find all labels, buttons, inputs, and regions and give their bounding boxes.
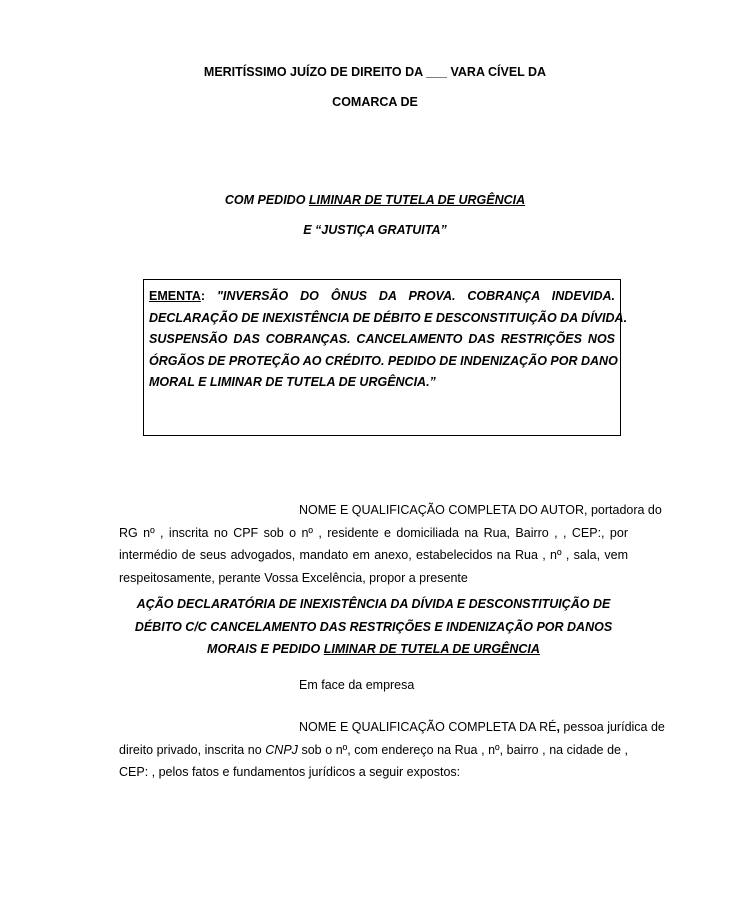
author-line-4: respeitosamente, perante Vossa Excelência, propor a presente [119,570,468,585]
ementa-line-2: DECLARAÇÃO DE INEXISTÊNCIA DE DÉBITO E DESCONSTITUIÇÃO DA DÍVIDA. [149,310,628,325]
action-title-line-3-prefix: MORAIS E PEDIDO [207,642,324,656]
author-line-3: intermédio de seus advogados, mandato em anexo, estabelecidos na Rua , nº , sala, vem [119,548,628,562]
subtitle-line-1 [0,193,750,207]
defendant-line-2-prefix: direito privado, inscrita no [119,742,266,757]
defendant-paragraph [119,716,665,784]
company-intro [119,674,628,697]
author-line-2: RG nº , inscrita no CPF sob o nº , residente e domiciliada na Rua, Bairro , , CEP:, por [119,525,628,540]
defendant-line-3: CEP: , pelos fatos e fundamentos jurídicos a seguir expostos: [119,765,461,779]
subtitle-prefix: COM PEDIDO [224,193,309,207]
court-header-line-2: COMARCA DE [332,95,418,109]
ementa-text-line-1: "INVERSÃO DO ÔNUS DA PROVA. COBRANÇA INDEVIDA. [216,289,615,303]
ementa-label: EMENTA [149,289,201,303]
action-title-line-3 [119,638,628,661]
ementa-colon: : [200,289,206,303]
ementa-line-4: ÓRGÃOS DE PROTEÇÃO AO CRÉDITO. PEDIDO DE INDENIZAÇÃO POR DANO [149,353,618,368]
subtitle-underlined: LIMINAR DE TUTELA DE URGÊNCIA [308,193,526,207]
defendant-line-2-rest: sob o nº, com endereço na Rua , nº, bairro , na cidade de , [297,742,629,757]
action-title-line-1: AÇÃO DECLARATÓRIA DE INEXISTÊNCIA DA DÍVIDA E DESCONSTITUIÇÃO DE [136,597,611,611]
ementa-line-1 [149,286,615,308]
company-intro-text: Em face da empresa [299,678,415,692]
action-title-line-3-underlined: LIMINAR DE TUTELA DE URGÊNCIA [323,642,540,656]
author-paragraph [119,499,662,589]
defendant-cnpj: CNPJ [265,742,298,757]
ementa-line-5: MORAL E LIMINAR DE TUTELA DE URGÊNCIA.” [149,375,436,389]
defendant-name: NOME E QUALIFICAÇÃO COMPLETA DA RÉ [299,720,557,734]
author-line-1: NOME E QUALIFICAÇÃO COMPLETA DO AUTOR, portadora do [299,503,662,517]
defendant-line-2 [119,739,628,762]
ementa-line-3: SUSPENSÃO DAS COBRANÇAS. CANCELAMENTO DAS RESTRIÇÕES NOS [149,332,615,346]
defendant-line-1 [119,716,665,739]
defendant-comma: , [556,720,560,734]
ementa-text [149,286,628,394]
action-title-line-2: DÉBITO C/C CANCELAMENTO DAS RESTRIÇÕES E INDENIZAÇÃO POR DANOS [134,619,613,634]
ementa-box [143,279,628,436]
court-header-line-1: MERITÍSSIMO JUÍZO DE DIREITO DA ___ VARA CÍVEL DA [203,65,547,79]
action-title [119,593,628,661]
defendant-line-1-rest: pessoa jurídica de [559,720,665,734]
subtitle-line-2: E “JUSTIÇA GRATUITA” [303,223,447,237]
